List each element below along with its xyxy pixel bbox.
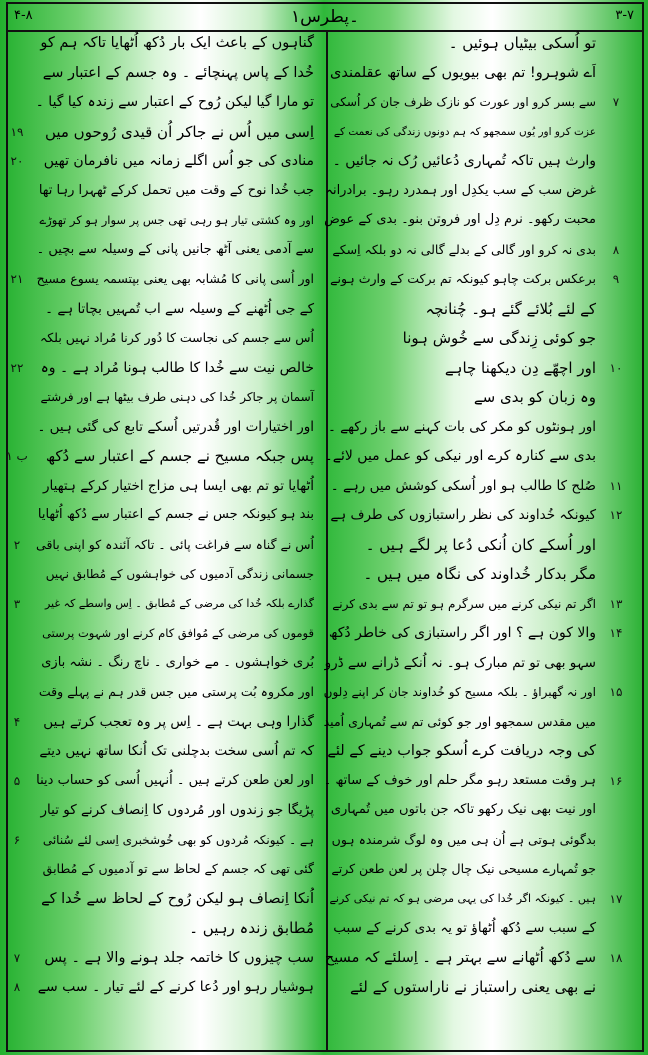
verse-number: ۷: [13, 950, 21, 965]
text-line: سے آدمی یعنی آٹھ جانیں پانی کے وسیلہ سے بچیں ۔: [36, 241, 314, 257]
text-line: بدگوئی ہوتی ہے اُن ہی میں وہ لوگ شرمندہ ہوں: [331, 831, 596, 847]
text-line: اِسی میں اُس نے جاکر اُن قیدی رُوحوں میں: [44, 122, 314, 141]
text-line: گذارے بلکہ خُدا کی مرضی کے مُطابق ۔ اِس واسطے کہ غیر: [44, 596, 314, 610]
verse-number: ۱۰: [609, 360, 623, 375]
verse-number: ۲۱: [10, 272, 24, 286]
text-line: خالص نیت سے خُدا کا طالب ہونا مُراد ہے ۔ وہ: [40, 359, 314, 376]
text-line: کیونکہ خُداوند کی نظر راستبازوں کی طرف ہے: [330, 507, 596, 523]
verse-number: ۲۲: [10, 360, 24, 375]
text-line: اور نہ گھبراؤ ۔ بلکہ مسیح کو خُداوند جان کر اپنے دِلوں: [323, 685, 596, 699]
text-line: اُنکا اِنصاف ہو لیکن رُوح کے لحاظ سے خُدا کے: [41, 890, 314, 907]
text-line: گذارا وہی بہت ہے ۔ اِس پر وہ تعجب کرتے ہیں: [43, 713, 314, 730]
text-line: صُلح کا طالب ہو اور اُسکی کوشش میں رہے ۔: [330, 477, 596, 494]
text-line: اُٹھایا تو تم بھی ایسا ہی مزاج اختیار کرکے ہتھیار: [42, 477, 314, 494]
text-line: اور نیت بھی نیک رکھو تاکہ جن باتوں میں تُمہاری: [330, 802, 596, 817]
verse-number: ۶: [13, 832, 21, 847]
text-line: اور ہونٹوں کو مکر کی بات کہنے سے باز رکھے ۔: [327, 418, 596, 435]
verse-number: ۲: [13, 537, 21, 552]
verse-number: ۲۰: [10, 154, 24, 168]
text-line: اور اُسی پانی کا مُشابہ بھی یعنی بپتسمہ یسوع مسیح: [36, 271, 314, 286]
text-line: نے بھی یعنی راستباز نے ناراستوں کے لئے: [349, 978, 596, 996]
text-line: سہو بھی تو تم مبارک ہو۔ نہ اُنکے ڈرانے سے ڈرو: [324, 654, 596, 671]
page-title: ۱۔پطرس: [291, 7, 359, 27]
text-line: عزت کرو اور یُوں سمجھو کہ ہم دونوں زندگی کی نعمت کے: [333, 125, 596, 138]
verse-number: ۸: [13, 980, 21, 994]
text-line: ہیں ۔ کیونکہ اگر خُدا کی یہی مرضی ہو کہ تم نیکی کرنے: [329, 891, 596, 905]
text-line: برعکس برکت چاہو کیونکہ تم برکت کے وارث ہونے: [330, 271, 596, 286]
text-line: اُس نے گناہ سے فراغت پائی ۔ تاکہ آئندہ کو اپنی باقی: [36, 536, 314, 552]
text-line: خُدا کے پاس پہنچائے ۔ وہ جسم کے اعتبار سے: [42, 64, 314, 81]
page-header: [8, 4, 642, 32]
text-line: مگر بدکار خُداوند کی نگاہ میں ہیں ۔: [363, 565, 596, 583]
text-line: جب خُدا نوح کے وقت میں تحمل کرکے ٹھہرا رہا تھا: [38, 182, 314, 198]
text-line: سے دُکھ اُٹھانے سے بہتر ہے ۔ اِسلئے کہ مسیح: [324, 949, 596, 966]
text-line: مُطابق زندہ رہیں ۔: [189, 919, 314, 937]
text-line: اور وہ کشتی تیار ہو رہی تھی جس پر سوار ہو کر تھوڑے: [39, 213, 314, 227]
text-line: گناہوں کے باعث ایک بار دُکھ اُٹھایا تاکہ ہم کو: [40, 35, 314, 51]
text-line: قوموں کی مرضی کے مُوافق کام کرنے اور شہوت پرستی: [42, 626, 314, 640]
verse-number: ۹: [612, 272, 620, 286]
verse-number: ۱۶: [609, 773, 623, 788]
verse-number: ۱۴: [609, 626, 623, 640]
text-line: ہر وقت مستعد رہو مگر حلم اور خوف کے ساتھ ۔: [323, 772, 596, 788]
text-line: اور اختیارات اور قُدرتیں اُسکے تابع کی گئی ہیں ۔: [37, 418, 314, 435]
text-line: وارث ہیں تاکہ تُمہاری دُعائیں رُک نہ جائیں ۔: [332, 153, 596, 169]
text-line: بُری خواہشوں ۔ مے خواری ۔ ناچ رنگ ۔ نشہ بازی: [41, 654, 314, 670]
text-line: سب چیزوں کا خاتمہ جلد ہونے والا ہے ۔ پس: [44, 949, 314, 966]
verse-number: ۱۷: [609, 891, 623, 906]
verse-number: ۴: [13, 714, 21, 729]
text-line: بدی نہ کرو اور گالی کے بدلے گالی نہ دو بلکہ اِسکے: [332, 241, 596, 257]
text-line: میں مقدس سمجھو اور جو کوئی تم سے تُمہاری اُمید: [323, 713, 596, 729]
text-line: تو اُسکی بیٹیاں ہوئیں ۔: [448, 34, 596, 52]
text-line: بند ہو کیونکہ جس نے جسم کے اعتبار سے دُکھ اُٹھایا: [37, 507, 314, 522]
text-line: ہے ۔ کیونکہ مُردوں کو بھی خُوشخبری اِسی لئے سُنائی: [42, 832, 314, 847]
verse-number: ۳: [13, 596, 21, 611]
text-line: کے جی اُٹھنے کے وسیلہ سے اب تُمہیں بچاتا ہے ۔: [45, 300, 314, 317]
text-line: غرض سب کے سب یکدِل اور ہمدرد رہو۔ برادرانہ: [325, 182, 596, 198]
text-line: وہ زبان کو بدی سے: [473, 388, 596, 406]
verse-number: ۱۵: [609, 685, 623, 699]
verse-number: ۷: [612, 95, 620, 109]
text-line: پس جبکہ مسیح نے جسم کے اعتبار سے دُکھ: [45, 447, 314, 465]
text-line: محبت رکھو۔ نرم دِل اور فروتن بنو۔ بدی کے عوض: [324, 212, 596, 227]
text-line: اگر تم نیکی کرنے میں سرگرم ہو تو تم سے بدی کرنے: [332, 596, 596, 611]
text-line: اَے شوہرو! تم بھی بیویوں کے ساتھ عقلمندی: [330, 64, 596, 81]
text-line: کہ تم اُسی سخت بدچلنی تک اُنکا ساتھ نہیں دیتے: [39, 743, 314, 759]
verse-numbers-right: [600, 30, 632, 1044]
text-line: کے سبب سے دُکھ اُٹھاؤ تو یہ بدی کرنے کے سبب: [333, 920, 596, 936]
verse-number: ۱۲: [609, 508, 623, 522]
verse-number: ۵: [13, 773, 21, 788]
text-line: ہوشیار رہو اور دُعا کرنے کے لئے تیار ۔ سب سے: [37, 979, 314, 995]
text-line: جسمانی زندگی آدمیوں کی خواہشوں کے مُطابق نہیں: [45, 567, 314, 581]
text-line: بدی سے کنارہ کرے اور نیکی کو عمل میں لائے۔: [324, 448, 596, 464]
text-line: اور مکروہ بُت پرستی میں جس قدر ہم نے پہلے وقت: [38, 684, 314, 699]
header-ref-left: ۴-۸: [14, 8, 33, 23]
verse-number: ۸: [612, 242, 620, 257]
text-line: والا کون ہے ؟ اور اگر راستبازی کی خاطر دُکھ: [328, 625, 596, 641]
text-line: اور اچھّے دِن دیکھنا چاہے: [444, 358, 596, 377]
text-column-right: [322, 30, 598, 1044]
text-line: اُس سے جسم کی نجاست کا دُور کرنا مُراد نہیں بلکہ: [39, 330, 314, 345]
text-line: تو مارا گیا لیکن رُوح کے اعتبار سے زندہ کیا گیا ۔: [35, 94, 314, 110]
verse-numbers-left: [2, 30, 32, 1044]
verse-number: ۱۳: [609, 596, 623, 611]
text-line: گئی تھی کہ جسم کے لحاظ سے تو آدمیوں کے مُطابق: [42, 861, 314, 876]
text-line: منادی کی جو اُس اگلے زمانہ میں نافرمان تھیں: [43, 153, 314, 169]
verse-number: ۱۹: [10, 124, 24, 139]
header-ref-right: ۳-۷: [615, 8, 634, 23]
text-line: اور لعن طعن کرتے ہیں ۔ اُنہیں اُسی کو حساب دینا: [36, 772, 314, 788]
verse-number: ۱۸: [609, 950, 623, 965]
text-line: جو کوئی زِندگی سے خُوش ہونا: [402, 329, 596, 347]
text-line: کے لئے بُلائے گئے ہو۔ چُنانچہ: [425, 299, 596, 318]
text-line: آسمان پر جاکر خُدا کی دہنی طرف بیٹھا ہے اور فرشتے: [40, 390, 314, 404]
verse-number: ۱۱: [609, 478, 623, 493]
text-line: اور اُسکے کان اُنکی دُعا پر لگے ہیں ۔: [365, 535, 596, 554]
text-line: کی وجہ دریافت کرے اُسکو جواب دینے کے لئے: [327, 743, 596, 759]
text-line: پڑیگا جو زندوں اور مُردوں کا اِنصاف کرنے کو تیار: [40, 802, 314, 818]
verse-number: ۱ ب: [6, 449, 28, 463]
text-line: جو تُمہارے مسیحی نیک چال چلن پر لعن طعن کرتے: [331, 861, 596, 876]
text-column-left: [34, 30, 316, 1044]
text-line: سے بسر کرو اور عورت کو نازک ظرف جان کر اُسکی: [330, 95, 596, 109]
